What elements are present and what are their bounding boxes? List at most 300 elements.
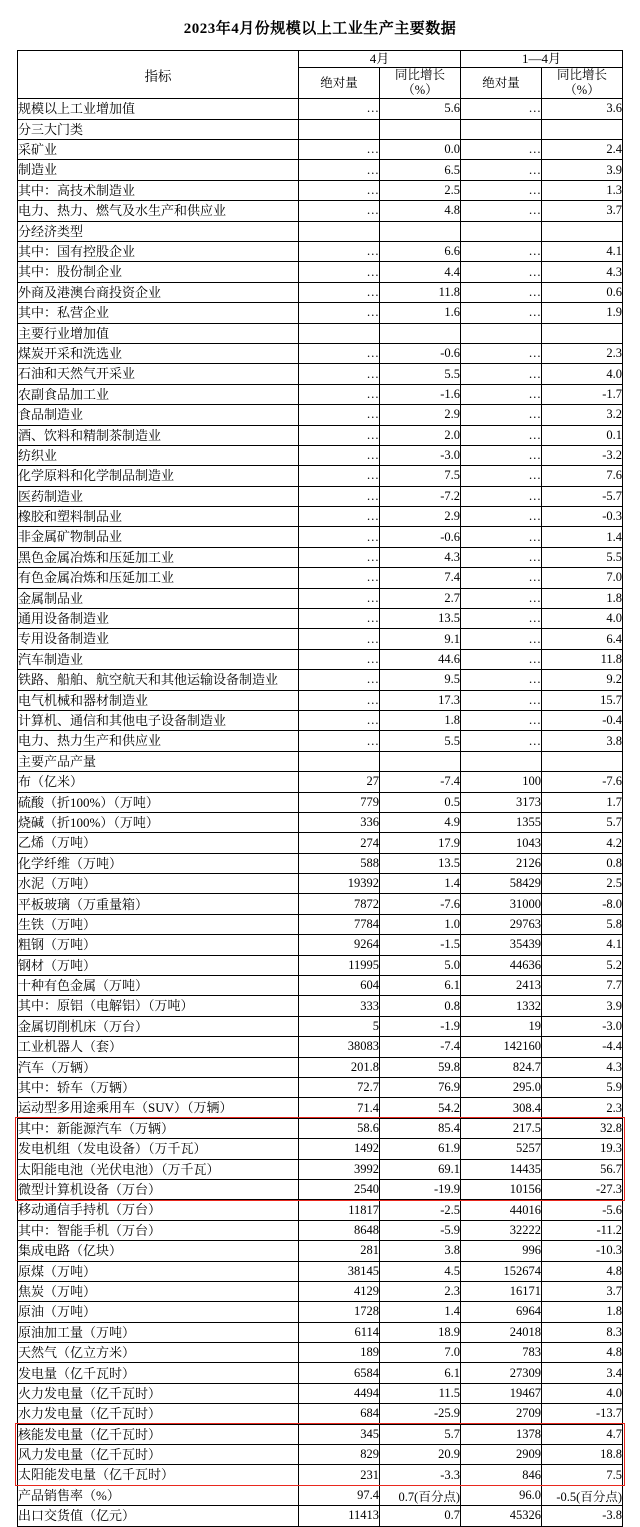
table-row [17,1343,622,1363]
row-cumulative-growth: 4.0 [542,1383,623,1403]
row-month-growth: 20.9 [379,1445,460,1465]
row-month-absolute: 4129 [298,1281,379,1301]
table-row [17,1322,622,1342]
row-cumulative-growth [542,751,623,771]
row-cumulative-absolute: 308.4 [461,1098,542,1118]
table-row [17,976,622,996]
row-month-absolute: … [298,445,379,465]
row-cumulative-absolute: 996 [461,1241,542,1261]
header-month-absolute: 绝对量 [298,68,379,99]
table-row [17,894,622,914]
row-cumulative-growth: 1.9 [542,303,623,323]
row-cumulative-absolute: 100 [461,772,542,792]
row-cumulative-growth: -10.3 [542,1241,623,1261]
row-cumulative-growth: 7.7 [542,976,623,996]
row-month-growth: 1.4 [379,874,460,894]
table-row [17,1506,622,1526]
row-cumulative-growth: -4.4 [542,1037,623,1057]
table-row [17,221,622,241]
row-indicator: 汽车制造业 [17,649,298,669]
row-cumulative-growth: 1.8 [542,1302,623,1322]
row-month-growth: 2.3 [379,1281,460,1301]
row-indicator: 太阳能电池（光伏电池）（万千瓦） [17,1159,298,1179]
row-cumulative-growth: -3.2 [542,445,623,465]
row-cumulative-absolute: 1043 [461,833,542,853]
row-month-growth: 2.7 [379,588,460,608]
row-cumulative-absolute: 19467 [461,1383,542,1403]
table-row [17,1485,622,1505]
row-month-growth: 11.8 [379,282,460,302]
row-month-absolute: … [298,262,379,282]
row-month-growth: 5.5 [379,364,460,384]
row-month-growth [379,751,460,771]
row-month-growth: 4.8 [379,201,460,221]
table-row [17,1179,622,1199]
row-month-growth: 1.8 [379,710,460,730]
row-month-growth: 17.9 [379,833,460,853]
row-indicator: 规模以上工业增加值 [17,99,298,119]
row-indicator: 其中：高技术制造业 [17,180,298,200]
row-cumulative-absolute: … [461,547,542,567]
row-month-absolute: … [298,670,379,690]
row-month-absolute: 8648 [298,1220,379,1240]
row-month-growth: -2.5 [379,1200,460,1220]
row-cumulative-absolute: … [461,445,542,465]
row-cumulative-absolute: 1378 [461,1424,542,1444]
row-cumulative-growth: 7.0 [542,568,623,588]
row-month-absolute: 38083 [298,1037,379,1057]
row-cumulative-absolute: 846 [461,1465,542,1485]
table-row [17,1098,622,1118]
row-month-absolute: … [298,568,379,588]
row-cumulative-absolute: 32222 [461,1220,542,1240]
row-month-growth: 69.1 [379,1159,460,1179]
row-cumulative-growth: 5.7 [542,812,623,832]
table-row [17,1424,622,1444]
table-row [17,547,622,567]
row-month-growth: 0.7(百分点) [379,1485,460,1505]
row-month-absolute: 11413 [298,1506,379,1526]
row-month-growth: 11.5 [379,1383,460,1403]
row-indicator: 其中：股份制企业 [17,262,298,282]
table-row [17,1016,622,1036]
row-month-growth: 5.6 [379,99,460,119]
row-month-growth: -3.3 [379,1465,460,1485]
row-month-growth: 1.0 [379,914,460,934]
row-month-absolute: … [298,99,379,119]
row-month-growth: 2.9 [379,507,460,527]
row-indicator: 食品制造业 [17,405,298,425]
row-month-growth: 59.8 [379,1057,460,1077]
row-month-absolute: 281 [298,1241,379,1261]
row-month-absolute: … [298,649,379,669]
row-cumulative-absolute: 24018 [461,1322,542,1342]
table-row [17,996,622,1016]
row-month-growth [379,323,460,343]
row-month-absolute: … [298,547,379,567]
row-cumulative-absolute: 217.5 [461,1118,542,1138]
row-month-absolute: 1492 [298,1139,379,1159]
row-month-growth: 6.6 [379,241,460,261]
row-indicator: 电气机械和器材制造业 [17,690,298,710]
row-cumulative-absolute: 295.0 [461,1078,542,1098]
row-indicator: 采矿业 [17,140,298,160]
header-cumulative-growth-line2: （%） [564,83,600,98]
row-cumulative-growth: 3.8 [542,731,623,751]
row-month-growth: 7.5 [379,466,460,486]
row-month-absolute: … [298,282,379,302]
row-month-absolute: 1728 [298,1302,379,1322]
row-month-growth: 4.4 [379,262,460,282]
row-cumulative-absolute: … [461,527,542,547]
row-cumulative-absolute: … [461,649,542,669]
row-month-absolute: … [298,303,379,323]
row-month-absolute: … [298,527,379,547]
row-month-growth: 1.6 [379,303,460,323]
row-month-absolute: 2540 [298,1179,379,1199]
row-cumulative-growth: -3.8 [542,1506,623,1526]
row-month-absolute: … [298,425,379,445]
row-indicator: 天然气（亿立方米） [17,1343,298,1363]
row-cumulative-absolute: … [461,99,542,119]
row-month-absolute: 604 [298,976,379,996]
header-cumulative-absolute: 绝对量 [461,68,542,99]
row-indicator: 石油和天然气开采业 [17,364,298,384]
header-indicator: 指标 [17,51,298,99]
row-cumulative-absolute: 3173 [461,792,542,812]
row-cumulative-growth: 56.7 [542,1159,623,1179]
row-cumulative-growth: -0.3 [542,507,623,527]
row-indicator: 风力发电量（亿千瓦时） [17,1445,298,1465]
row-cumulative-absolute: 2709 [461,1404,542,1424]
row-indicator: 钢材（万吨） [17,955,298,975]
table-row [17,1220,622,1240]
page-title: 2023年4月份规模以上工业生产主要数据 [183,21,457,37]
row-indicator: 分三大门类 [17,119,298,139]
row-indicator: 原煤（万吨） [17,1261,298,1281]
table-row [17,180,622,200]
row-cumulative-absolute: … [461,303,542,323]
row-cumulative-absolute [461,119,542,139]
table-row [17,792,622,812]
table-row [17,649,622,669]
table-header [17,51,622,99]
row-cumulative-growth: 3.2 [542,405,623,425]
row-cumulative-absolute: … [461,466,542,486]
row-month-growth: 2.5 [379,180,460,200]
row-cumulative-absolute: … [461,609,542,629]
table-row [17,405,622,425]
table-row [17,1302,622,1322]
row-month-absolute: 3992 [298,1159,379,1179]
row-month-growth: 13.5 [379,853,460,873]
industrial-production-table [17,50,623,1527]
row-month-growth: 7.4 [379,568,460,588]
row-cumulative-absolute: … [461,364,542,384]
row-month-growth: 2.0 [379,425,460,445]
row-month-absolute: … [298,588,379,608]
row-indicator: 纺织业 [17,445,298,465]
row-indicator: 汽车（万辆） [17,1057,298,1077]
row-month-absolute [298,221,379,241]
row-month-absolute: 97.4 [298,1485,379,1505]
row-indicator: 原油（万吨） [17,1302,298,1322]
row-month-absolute: 19392 [298,874,379,894]
table-row [17,609,622,629]
row-indicator: 水力发电量（亿千瓦时） [17,1404,298,1424]
row-month-absolute: … [298,629,379,649]
row-indicator: 化学原料和化学制品制造业 [17,466,298,486]
row-cumulative-growth: 3.6 [542,99,623,119]
row-cumulative-growth: 4.1 [542,935,623,955]
row-cumulative-growth: 4.2 [542,833,623,853]
row-month-growth: 5.7 [379,1424,460,1444]
row-cumulative-growth: -8.0 [542,894,623,914]
table-row [17,262,622,282]
row-month-growth: 6.1 [379,976,460,996]
row-month-absolute: 9264 [298,935,379,955]
row-cumulative-growth: 6.4 [542,629,623,649]
row-cumulative-growth: -27.3 [542,1179,623,1199]
row-indicator: 电力、热力生产和供应业 [17,731,298,751]
table-body [17,99,622,1526]
row-cumulative-growth [542,119,623,139]
row-indicator: 其中：新能源汽车（万辆） [17,1118,298,1138]
row-indicator: 核能发电量（亿千瓦时） [17,1424,298,1444]
row-cumulative-absolute: … [461,241,542,261]
table-row [17,1445,622,1465]
row-cumulative-growth: 1.8 [542,588,623,608]
row-month-growth: -1.6 [379,384,460,404]
row-indicator: 微型计算机设备（万台） [17,1179,298,1199]
row-indicator: 非金属矿物制品业 [17,527,298,547]
row-cumulative-absolute: 10156 [461,1179,542,1199]
row-indicator: 发电量（亿千瓦时） [17,1363,298,1383]
row-cumulative-growth: -1.7 [542,384,623,404]
table-row [17,751,622,771]
row-cumulative-growth: 2.4 [542,140,623,160]
row-cumulative-absolute: 31000 [461,894,542,914]
row-month-absolute [298,323,379,343]
row-cumulative-absolute: … [461,405,542,425]
row-cumulative-absolute: … [461,160,542,180]
row-month-absolute: … [298,180,379,200]
row-month-growth: -1.5 [379,935,460,955]
row-indicator: 生铁（万吨） [17,914,298,934]
table-row [17,466,622,486]
row-indicator: 金属切削机床（万台） [17,1016,298,1036]
row-indicator: 产品销售率（%） [17,1485,298,1505]
row-month-absolute: 11995 [298,955,379,975]
row-cumulative-growth: 19.3 [542,1139,623,1159]
row-month-growth: 0.7 [379,1506,460,1526]
row-cumulative-growth: 5.8 [542,914,623,934]
row-cumulative-growth: 1.4 [542,527,623,547]
table-row [17,853,622,873]
row-month-growth: 76.9 [379,1078,460,1098]
table-row [17,486,622,506]
table-row [17,629,622,649]
row-cumulative-absolute: 2126 [461,853,542,873]
row-month-absolute: … [298,160,379,180]
row-month-growth: 0.5 [379,792,460,812]
table-row [17,874,622,894]
table-row [17,1139,622,1159]
row-cumulative-absolute: 2413 [461,976,542,996]
row-indicator: 水泥（万吨） [17,874,298,894]
table-row [17,1261,622,1281]
row-indicator: 制造业 [17,160,298,180]
row-month-absolute: … [298,384,379,404]
row-cumulative-absolute: 44636 [461,955,542,975]
row-indicator: 化学纤维（万吨） [17,853,298,873]
row-indicator: 原油加工量（万吨） [17,1322,298,1342]
row-cumulative-growth: 4.3 [542,1057,623,1077]
row-indicator: 其中：私营企业 [17,303,298,323]
row-month-absolute: … [298,201,379,221]
row-month-absolute: 336 [298,812,379,832]
row-cumulative-absolute: 14435 [461,1159,542,1179]
row-month-growth: -19.9 [379,1179,460,1199]
table-row [17,1404,622,1424]
row-cumulative-growth: -0.4 [542,710,623,730]
row-indicator: 外商及港澳台商投资企业 [17,282,298,302]
row-month-absolute: … [298,241,379,261]
row-month-absolute: 333 [298,996,379,1016]
row-indicator: 通用设备制造业 [17,609,298,629]
header-month-growth-line2: （%） [402,83,438,98]
row-cumulative-growth: 5.2 [542,955,623,975]
row-cumulative-growth: 4.8 [542,1343,623,1363]
row-month-growth: 9.5 [379,670,460,690]
row-indicator: 太阳能发电量（亿千瓦时） [17,1465,298,1485]
row-month-absolute: 72.7 [298,1078,379,1098]
table-row [17,812,622,832]
table-row [17,160,622,180]
row-indicator: 移动通信手持机（万台） [17,1200,298,1220]
row-month-growth: 44.6 [379,649,460,669]
row-month-growth: -7.4 [379,772,460,792]
table-row [17,282,622,302]
row-cumulative-growth: 2.3 [542,343,623,363]
row-cumulative-growth: -3.0 [542,1016,623,1036]
row-month-absolute: 588 [298,853,379,873]
row-cumulative-absolute: … [461,343,542,363]
row-month-growth: -1.9 [379,1016,460,1036]
row-month-growth: -5.9 [379,1220,460,1240]
row-cumulative-absolute: 152674 [461,1261,542,1281]
row-indicator: 农副食品加工业 [17,384,298,404]
table-row [17,690,622,710]
row-month-absolute: 189 [298,1343,379,1363]
row-month-absolute: 58.6 [298,1118,379,1138]
row-cumulative-absolute: 824.7 [461,1057,542,1077]
row-cumulative-growth: 3.7 [542,1281,623,1301]
row-cumulative-growth: 9.2 [542,670,623,690]
row-month-absolute: 4494 [298,1383,379,1403]
row-cumulative-growth: 3.9 [542,160,623,180]
header-group-cumulative: 1—4月 [461,51,623,68]
row-indicator: 金属制品业 [17,588,298,608]
row-indicator: 焦炭（万吨） [17,1281,298,1301]
row-cumulative-absolute: 142160 [461,1037,542,1057]
row-month-growth: 4.5 [379,1261,460,1281]
table-row [17,1078,622,1098]
row-indicator: 酒、饮料和精制茶制造业 [17,425,298,445]
row-month-growth: 4.3 [379,547,460,567]
row-indicator: 计算机、通信和其他电子设备制造业 [17,710,298,730]
row-month-absolute: 6114 [298,1322,379,1342]
row-cumulative-absolute: … [461,180,542,200]
table-row [17,99,622,119]
table-row [17,1383,622,1403]
row-cumulative-absolute [461,751,542,771]
row-indicator: 粗钢（万吨） [17,935,298,955]
row-indicator: 主要产品产量 [17,751,298,771]
row-month-growth: -7.6 [379,894,460,914]
row-cumulative-absolute [461,323,542,343]
row-cumulative-absolute: 44016 [461,1200,542,1220]
table-row [17,588,622,608]
row-cumulative-growth: 15.7 [542,690,623,710]
table-row [17,1363,622,1383]
row-indicator: 其中：智能手机（万台） [17,1220,298,1240]
table-row [17,1118,622,1138]
row-cumulative-growth: 7.5 [542,1465,623,1485]
row-month-absolute: 829 [298,1445,379,1465]
row-indicator: 出口交货值（亿元） [17,1506,298,1526]
table-row [17,1159,622,1179]
row-month-absolute: … [298,140,379,160]
row-month-absolute [298,751,379,771]
row-month-growth: 3.8 [379,1241,460,1261]
row-cumulative-growth: 3.4 [542,1363,623,1383]
table-row [17,710,622,730]
row-cumulative-growth: -5.6 [542,1200,623,1220]
table-row [17,914,622,934]
table-row [17,303,622,323]
row-cumulative-growth: 5.5 [542,547,623,567]
row-cumulative-growth: 4.0 [542,609,623,629]
row-month-growth: 13.5 [379,609,460,629]
row-indicator: 有色金属冶炼和压延加工业 [17,568,298,588]
row-cumulative-absolute [461,221,542,241]
row-cumulative-absolute: 2909 [461,1445,542,1465]
row-month-absolute: 684 [298,1404,379,1424]
row-indicator: 运动型多用途乘用车（SUV）（万辆） [17,1098,298,1118]
row-month-growth: 1.4 [379,1302,460,1322]
row-month-growth: 6.1 [379,1363,460,1383]
table-row [17,670,622,690]
table-row [17,445,622,465]
table-row [17,343,622,363]
row-cumulative-absolute: 1332 [461,996,542,1016]
row-month-growth [379,119,460,139]
row-cumulative-absolute: … [461,425,542,445]
row-indicator: 布（亿米） [17,772,298,792]
row-cumulative-growth [542,221,623,241]
row-cumulative-growth: 0.1 [542,425,623,445]
row-month-growth: 85.4 [379,1118,460,1138]
row-indicator: 分经济类型 [17,221,298,241]
row-cumulative-growth: 8.3 [542,1322,623,1342]
table-row [17,1465,622,1485]
row-month-absolute: 779 [298,792,379,812]
table-row [17,568,622,588]
row-month-growth: -3.0 [379,445,460,465]
row-month-growth: -0.6 [379,527,460,547]
row-cumulative-absolute: 35439 [461,935,542,955]
